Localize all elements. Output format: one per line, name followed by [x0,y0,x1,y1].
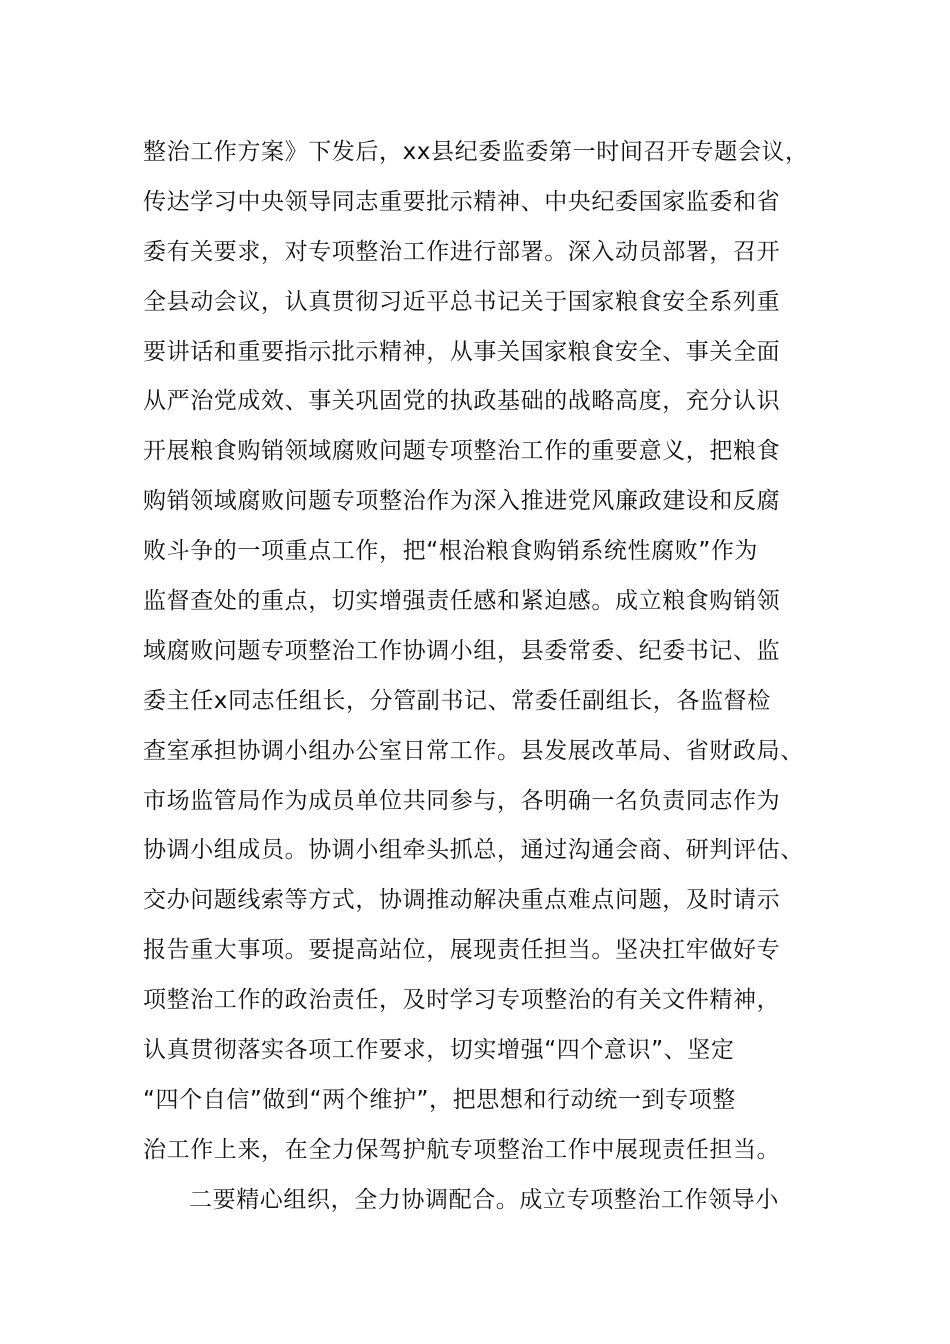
text-line: “四个自信”做到“两个维护”，把思想和行动统一到专项整 [143,1086,736,1113]
text-line: 委有关要求，对专项整治工作进行部署。深入动员部署，召开 [143,238,781,265]
text-line: 报告重大事项。要提高站位，展现责任担当。坚决扛牢做好专 [143,937,781,964]
text-line: 购销领域腐败问题专项整治作为深入推进党风廉政建设和反腐 [143,488,781,515]
text-line: 败斗争的一项重点工作，把“根治粮食购销系统性腐败”作为 [143,538,759,565]
text-line: 交办问题线索等方式，协调推动解决重点难点问题，及时请示 [143,887,781,914]
text-line: 委主任x同志任组长，分管副书记、常委任副组长，各监督检 [143,687,771,714]
text-line: 监督查处的重点，切实增强责任感和紧迫感。成立粮食购销领 [143,588,781,615]
text-line: 协调小组成员。协调小组牵头抓总，通过沟通会商、研判评估、 [143,837,804,864]
paragraph-start-line: 二要精心组织，全力协调配合。成立专项整治工作领导小 [189,1186,779,1213]
text-line: 开展粮食购销领域腐败问题专项整治工作的重要意义，把粮食 [143,438,781,465]
text-line: 要讲话和重要指示批示精神，从事关国家粮食安全、事关全面 [143,338,781,365]
text-line: 项整治工作的政治责任，及时学习专项整治的有关文件精神， [143,987,781,1014]
text-line: 从严治党成效、事关巩固党的执政基础的战略高度，充分认识 [143,388,781,415]
text-line: 治工作上来，在全力保驾护航专项整治工作中展现责任担当。 [143,1136,781,1163]
text-line: 传达学习中央领导同志重要批示精神、中央纪委国家监委和省 [143,188,781,215]
text-line: 认真贯彻落实各项工作要求，切实增强“四个意识”、坚定 [143,1037,735,1064]
text-line: 整治工作方案》下发后，xx县纪委监委第一时间召开专题会议， [143,139,809,165]
text-line: 全县动会议，认真贯彻习近平总书记关于国家粮食安全系列重 [143,288,781,315]
text-line: 查室承担协调小组办公室日常工作。县发展改革局、省财政局、 [143,737,804,764]
text-line: 域腐败问题专项整治工作协调小组，县委常委、纪委书记、监 [143,637,781,664]
text-line: 市场监管局作为成员单位共同参与，各明确一名负责同志作为 [143,787,781,814]
body-text [143,128,843,1226]
